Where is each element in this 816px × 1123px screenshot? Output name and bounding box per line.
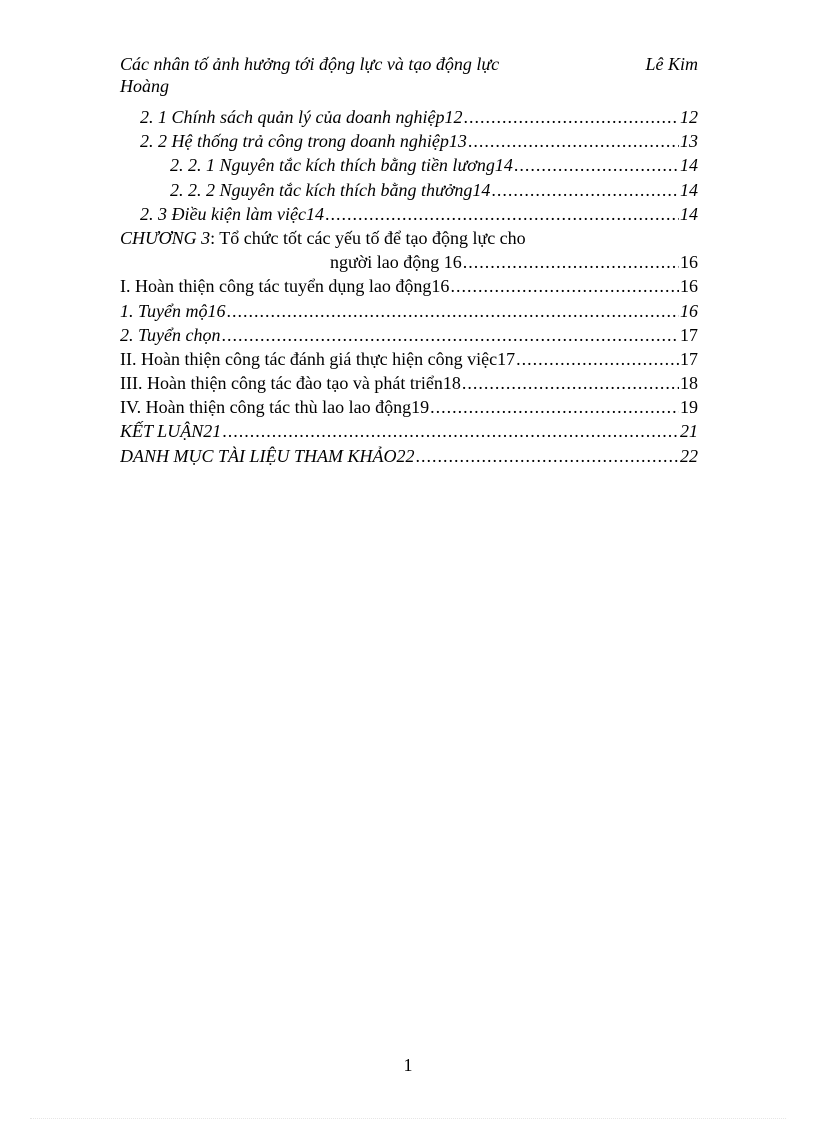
toc-entry-tuyen-chon[interactable]: [120, 323, 698, 347]
toc-leader: [514, 153, 679, 177]
toc-page-number: 13: [680, 131, 698, 152]
toc-leader: [462, 371, 679, 395]
toc-page-number: 16: [680, 252, 698, 273]
toc-entry-section-ii[interactable]: [120, 347, 698, 371]
toc-entry-text: IV. Hoàn thiện công tác thù lao lao động19: [120, 397, 430, 418]
toc-leader: [468, 129, 679, 153]
toc-leader: [222, 419, 679, 443]
toc-leader: [491, 178, 679, 202]
toc-entry-2-2-1[interactable]: [120, 153, 698, 177]
header-author-first: Lê Kim: [645, 54, 698, 74]
toc-entry-text: 2. 2. 2 Nguyên tắc kích thích bằng thưởng14: [170, 179, 491, 200]
toc-leader: [416, 444, 680, 468]
toc-entry-text: III. Hoàn thiện công tác đào tạo và phát triển18: [120, 373, 461, 394]
toc-page-number: 12: [680, 107, 698, 127]
toc-leader: [227, 299, 680, 323]
toc-entry-text: DANH MỤC TÀI LIỆU THAM KHẢO22: [120, 445, 415, 466]
toc-entry-2-1[interactable]: [120, 105, 698, 129]
toc-leader: [325, 202, 679, 226]
toc-entry-section-i[interactable]: [120, 274, 698, 298]
toc-entry-text: 2. 3 Điều kiện làm việc14: [140, 203, 324, 224]
toc-entry-ket-luan[interactable]: [120, 419, 698, 443]
toc-leader: [222, 323, 680, 347]
page-number: 1: [403, 1055, 413, 1075]
chapter-label: CHƯƠNG 3: [120, 227, 211, 248]
header-author-last: Hoàng: [120, 76, 169, 96]
toc-page-number: 18: [680, 373, 698, 394]
page-bottom-divider: [30, 1118, 786, 1119]
toc-leader: [516, 347, 679, 371]
toc-leader: [450, 274, 679, 298]
toc-page-number: 14: [680, 179, 698, 200]
toc-leader: [463, 250, 679, 274]
toc-page-number: 17: [680, 348, 698, 369]
toc-chapter-3-heading[interactable]: [120, 226, 698, 250]
toc-entry-2-2-2[interactable]: [120, 178, 698, 202]
toc-page-number: 16: [680, 276, 698, 297]
toc-entry-text: 2. 1 Chính sách quản lý của doanh nghiệp12: [140, 107, 463, 127]
toc-chapter-3-continuation[interactable]: [120, 250, 698, 274]
toc-entry-section-iii[interactable]: [120, 371, 698, 395]
toc-entry-section-iv[interactable]: [120, 395, 698, 419]
toc-page-number: 21: [680, 421, 698, 442]
toc-leader: [463, 105, 679, 129]
toc-entry-tai-lieu-tham-khao[interactable]: [120, 444, 698, 468]
chapter-continuation: người lao động 16: [330, 252, 462, 273]
toc-page-number: 22: [680, 445, 698, 466]
header-title: Các nhân tố ảnh hưởng tới động lực và tạo động lực: [120, 54, 500, 74]
toc-entry-text: I. Hoàn thiện công tác tuyển dụng lao động16: [120, 276, 450, 297]
toc-entry-text: 1. Tuyển mộ16: [120, 300, 226, 321]
running-header: [120, 53, 698, 97]
toc-entry-text: KẾT LUẬN21: [120, 421, 222, 442]
toc-entry-2-2[interactable]: [120, 129, 698, 153]
chapter-title: : Tổ chức tốt các yếu tố để tạo động lực cho: [210, 227, 526, 248]
toc-entry-text: 2. 2 Hệ thống trả công trong doanh nghiệp13: [140, 131, 467, 152]
table-of-contents: [120, 105, 698, 468]
toc-leader: [430, 395, 679, 419]
toc-entry-text: 2. Tuyển chọn: [120, 324, 221, 345]
toc-entry-text: II. Hoàn thiện công tác đánh giá thực hiện công việc17: [120, 348, 516, 369]
toc-page-number: 14: [680, 155, 698, 176]
toc-entry-2-3[interactable]: [120, 202, 698, 226]
toc-page-number: 19: [680, 397, 698, 418]
toc-page-number: 17: [680, 324, 698, 345]
toc-page-number: 14: [680, 203, 698, 224]
toc-entry-text: 2. 2. 1 Nguyên tắc kích thích bằng tiền lương14: [170, 155, 513, 176]
toc-page-number: 16: [680, 300, 698, 321]
toc-entry-tuyen-mo[interactable]: [120, 299, 698, 323]
